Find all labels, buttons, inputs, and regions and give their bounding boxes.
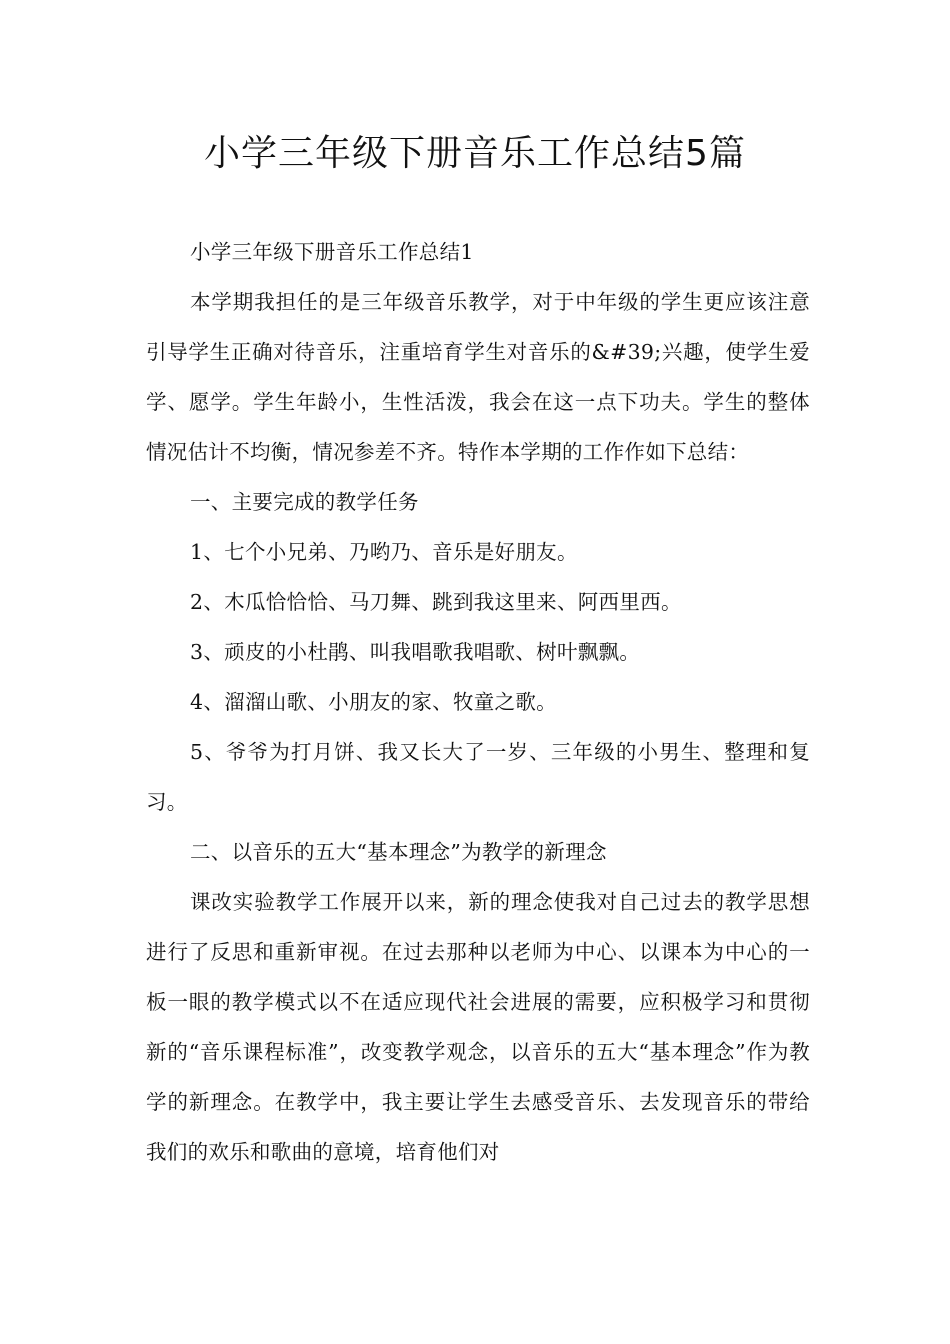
- list-item: 5、爷爷为打月饼、我又长大了一岁、三年级的小男生、整理和复习。: [146, 740, 810, 814]
- list-item: 1、七个小兄弟、乃哟乃、音乐是好朋友。: [190, 540, 578, 564]
- concept-paragraph: 课改实验教学工作展开以来，新的理念使我对自己过去的教学思想进行了反思和重新审视。在过去那种以老师为中心、以课本为中心的一板一眼的教学模式以不在适应现代社会进展的需要，应积极学习和贯彻新的“音乐课程标准”，改变教学观念，以音乐的五大“基本理念”作为教学的新理念。在教学中，我主要让学生去感受音乐、去发现音乐的带给我们的欢乐和歌曲的意境，培育他们对: [146, 890, 810, 1164]
- list-item: 2、木瓜恰恰恰、马刀舞、跳到我这里来、阿西里西。: [190, 590, 682, 614]
- document-title: 小学三年级下册音乐工作总结5篇: [204, 133, 746, 174]
- document-body: [146, 227, 810, 1177]
- heading-new-concept: 二、以音乐的五大“基本理念”为教学的新理念: [190, 840, 607, 864]
- heading-main-tasks: 一、主要完成的教学任务: [190, 490, 419, 514]
- list-item: 3、顽皮的小杜鹃、叫我唱歌我唱歌、树叶飘飘。: [190, 640, 641, 664]
- list-item: 4、溜溜山歌、小朋友的家、牧童之歌。: [190, 690, 557, 714]
- section-title: 小学三年级下册音乐工作总结1: [190, 240, 474, 264]
- intro-paragraph: 本学期我担任的是三年级音乐教学，对于中年级的学生更应该注意引导学生正确对待音乐，注重培育学生对音乐的&#39;兴趣，使学生爱学、愿学。学生年龄小，生性活泼，我会在这一点下功夫。学生的整体情况估计不均衡，情况参差不齐。特作本学期的工作作如下总结：: [146, 290, 810, 464]
